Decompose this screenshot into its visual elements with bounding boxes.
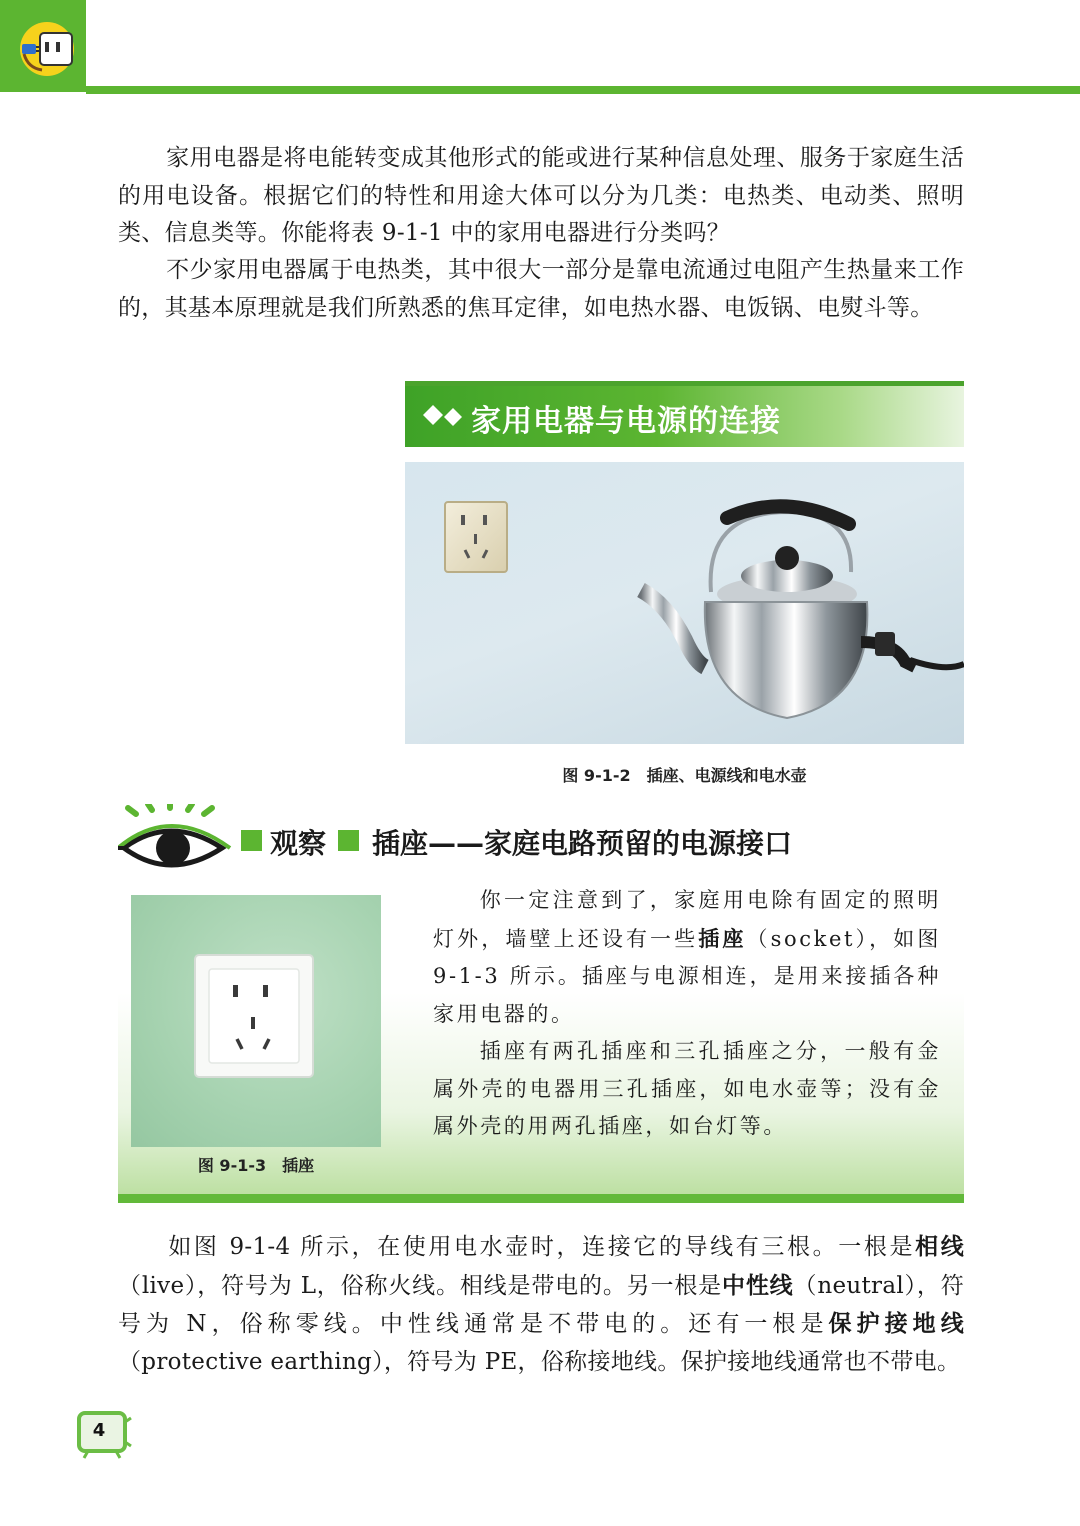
observe-text (433, 882, 941, 1146)
observe-marker-square (338, 830, 359, 851)
observe-paragraph-2: 插座有两孔插座和三孔插座之分，一般有金属外壳的电器用三孔插座，如电水壶等；没有金属外壳的用两孔插座，如台灯等。 (433, 1039, 941, 1138)
section-title: 家用电器与电源的连接 (471, 404, 781, 439)
term-live-wire: 相线 (915, 1233, 964, 1260)
page-number: 4 (92, 1420, 106, 1441)
figure-socket-cord-kettle (405, 462, 964, 744)
plug-socket-icon (18, 20, 76, 78)
section-banner (405, 381, 964, 447)
figure-caption-9-1-2: 图 9-1-2 插座、电源线和电水壶 (562, 766, 807, 785)
observe-title: 插座——家庭电路预留的电源接口 (372, 827, 793, 860)
observe-paragraph-1: 你一定注意到了，家庭用电除有固定的照明灯外，墙壁上还设有一些插座（socket），如图 9-1-3 所示。插座与电源相连，是用来接插各种家用电器的。 (433, 888, 942, 1026)
double-diamond-icon (423, 400, 467, 430)
figure-wall-socket (131, 895, 381, 1147)
eye-icon (118, 804, 233, 880)
electric-kettle (641, 506, 964, 718)
term-earth-wire: 保护接地线 (828, 1310, 964, 1337)
observe-marker-square (241, 830, 262, 851)
header-rule (86, 86, 1080, 94)
electrothermal-paragraph: 不少家用电器属于电热类，其中很大一部分是靠电流通过电阻产生热量来工作的，其基本原理就是我们所熟悉的焦耳定律，如电热水器、电饭锅、电熨斗等。 (118, 257, 964, 321)
term-neutral-wire: 中性线 (722, 1271, 794, 1299)
wall-socket-photo (131, 895, 381, 1147)
figure-caption-9-1-3: 图 9-1-3 插座 (197, 1156, 315, 1175)
wall-socket-small (445, 502, 507, 572)
intro-paragraph: 家用电器是将电能转变成其他形式的能或进行某种信息处理、服务于家庭生活的用电设备。根据它们的特性和用途大体可以分为几类：电热类、电动类、照明类、信息类等。你能将表 9-1-1 中的家用电器进行分类吗？ (118, 145, 964, 246)
observe-box-bottom-rule (118, 1194, 964, 1203)
observe-label: 观察 (270, 827, 327, 860)
kettle-photo (405, 462, 964, 744)
three-wires-paragraph: 如图 9-1-4 所示，在使用电水壶时，连接它的导线有三根。一根是相线（live），符号为 L，俗称火线。相线是带电的。另一根是中性线（neutral），符号为 N，俗称零线。中性线通常是不带电的。还有一根是保护接地线（protective earthing），符号为 PE，俗称接地线。保护接地线通常也不带电。 (118, 1233, 964, 1375)
term-socket: 插座 (698, 925, 747, 951)
